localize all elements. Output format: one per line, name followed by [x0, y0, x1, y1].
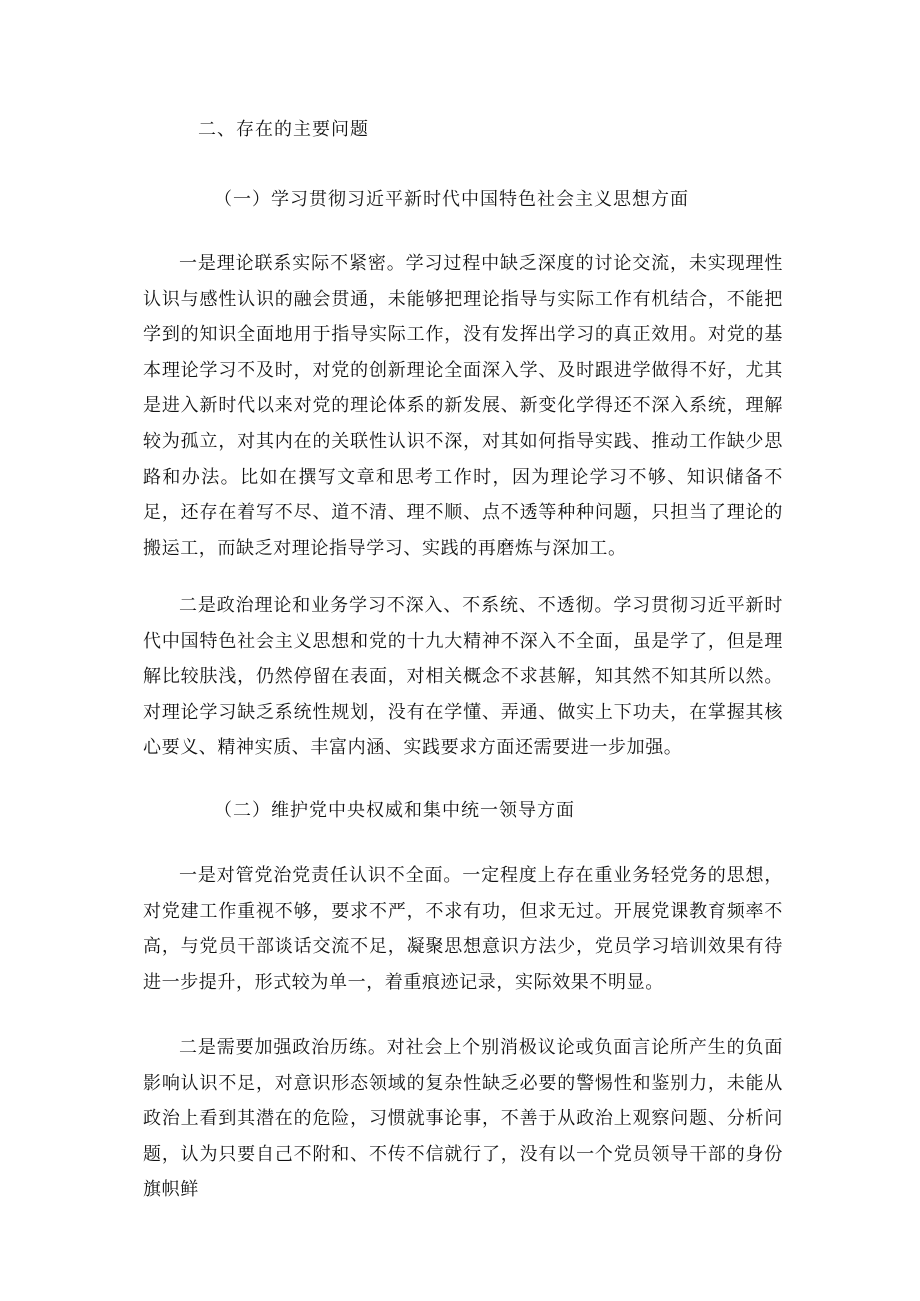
paragraph-3: 一是对管党治党责任认识不全面。一定程度上存在重业务轻党务的思想，对党建工作重视不够，要求不严，不求有功，但求无过。开展党课教育频率不高，与党员干部谈话交流不足，凝聚思想意识方法少，党员学习培训效果有待进一步提升，形式较为单一，着重痕迹记录，实际效果不明显。	[143, 865, 783, 993]
paragraph-1: 一是理论联系实际不紧密。学习过程中缺乏深度的讨论交流，未实现理性认识与感性认识的融会贯通，未能够把理论指导与实际工作有机结合，不能把学到的知识全面地用于指导实际工作，没有发挥出学习的真正效用。对党的基本理论学习不及时，对党的创新理论全面深入学、及时跟进学做得不好，尤其是进入新时代以来对党的理论体系的新发展、新变化学得还不深入系统，理解较为孤立，对其内在的关联性认识不深，对其如何指导实践、推动工作缺少思路和办法。比如在撰写文章和思考工作时，因为理论学习不够、知识储备不足，还存在着写不尽、道不清、理不顺、点不透等种种问题，只担当了理论的搬运工，而缺乏对理论指导学习、实践的再磨炼与深加工。	[143, 253, 783, 559]
paragraph-2: 二是政治理论和业务学习不深入、不系统、不透彻。学习贯彻习近平新时代中国特色社会主义思想和党的十九大精神不深入不全面，虽是学了，但是理解比较肤浅，仍然停留在表面，对相关概念不求甚解，知其然不知其所以然。对理论学习缺乏系统性规划，没有在学懂、弄通、做实上下功夫，在掌握其核心要义、精神实质、丰富内涵、实践要求方面还需要进一步加强。	[143, 595, 783, 759]
section-heading: 二、存在的主要问题	[198, 119, 369, 140]
subsection-title-1: （一）学习贯彻习近平新时代中国特色社会主义思想方面	[214, 189, 689, 210]
subsection-title-2: （二）维护党中央权威和集中统一领导方面	[214, 800, 575, 821]
paragraph-4: 二是需要加强政治历练。对社会上个别消极议论或负面言论所产生的负面影响认识不足，对意识形态领域的复杂性缺乏必要的警惕性和鉴别力，未能从政治上看到其潜在的危险，习惯就事论事，不善于从政治上观察问题、分析问题，认为只要自己不附和、不传不信就行了，没有以一个党员领导干部的身份旗帜鲜	[143, 1037, 783, 1201]
